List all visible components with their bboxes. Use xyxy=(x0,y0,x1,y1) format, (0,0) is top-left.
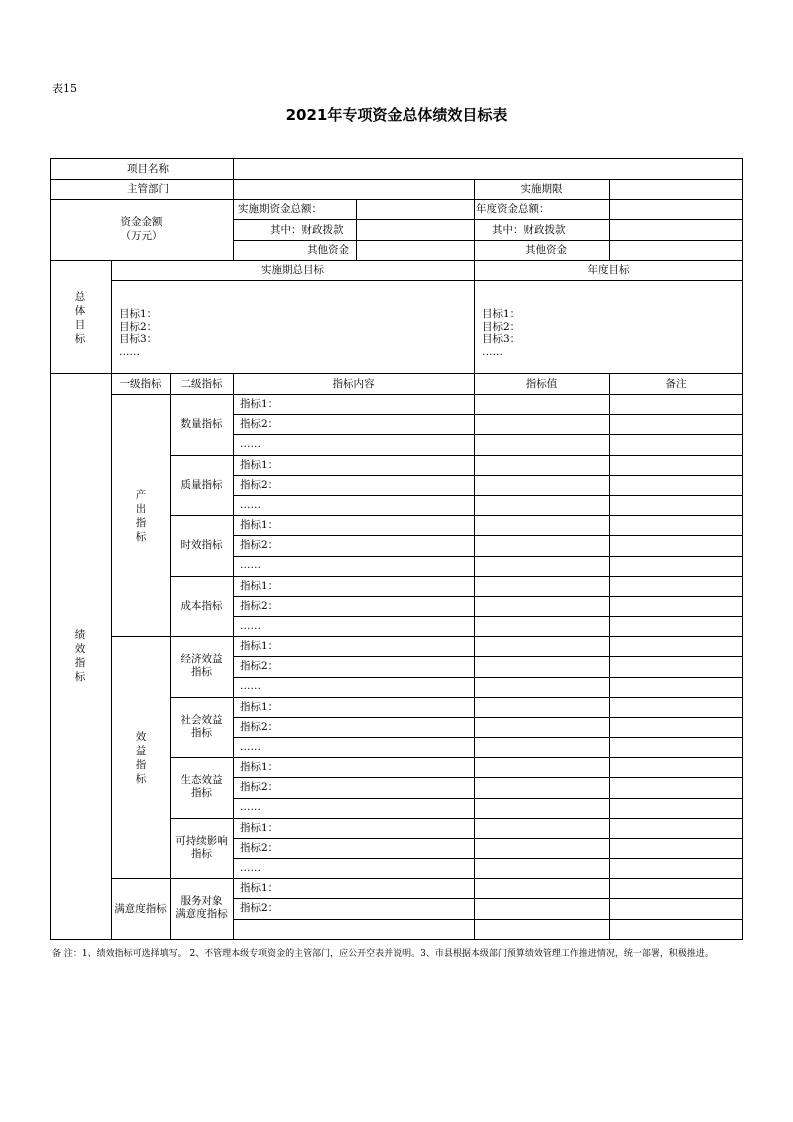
indicator-item: 指标2： xyxy=(240,781,279,794)
indicator-item: 指标1： xyxy=(240,882,279,894)
annual-goal-header: 年度目标 xyxy=(587,264,630,276)
level2-label: 成本指标 xyxy=(180,599,223,612)
period-goal-item: …… xyxy=(119,345,140,358)
annual-total-label: 年度资金总额： xyxy=(476,203,550,215)
level1-benefit: 效 益 指 标 xyxy=(135,731,147,785)
period-goal-header: 实施期总目标 xyxy=(261,264,324,276)
indicator-item: …… xyxy=(240,741,261,754)
indicator-item: 指标2： xyxy=(240,660,279,673)
indicator-item: 指标2： xyxy=(240,902,279,915)
level2-label: 服务对象 满意度指标 xyxy=(175,895,228,921)
indicator-item: 指标2： xyxy=(240,418,279,431)
indicator-item: 指标1： xyxy=(240,398,279,410)
indicator-item: 指标1： xyxy=(240,822,279,834)
indicator-item: 指标1： xyxy=(240,761,279,773)
annual-goal-item: …… xyxy=(482,345,503,358)
table-number: 表15 xyxy=(52,82,77,95)
annual-other-label: 其他资金 xyxy=(525,244,567,256)
period-total-label: 实施期资金总额： xyxy=(238,203,322,215)
indicator-item: …… xyxy=(240,801,261,814)
indicator-item: …… xyxy=(240,559,261,572)
indicator-item: …… xyxy=(240,499,261,512)
indicators-label: 绩 效 指 标 xyxy=(74,629,86,683)
period-goal-item: 目标2： xyxy=(119,320,158,333)
annual-goal-list xyxy=(482,308,520,358)
fund-amount-label: 资金金额 xyxy=(120,216,163,228)
level2-label: 经济效益 指标 xyxy=(180,653,223,679)
indicator-item: 指标2： xyxy=(240,479,279,492)
indicator-item: 指标1： xyxy=(240,459,279,471)
project-name-label: 项目名称 xyxy=(127,163,169,175)
indicator-item: 指标2： xyxy=(240,842,279,855)
indicator-item: 指标1： xyxy=(240,580,279,592)
period-fiscal-label: 其中：财政拨款 xyxy=(270,224,344,236)
annual-fiscal-label: 其中：财政拨款 xyxy=(492,224,566,236)
level2-label: 社会效益 指标 xyxy=(180,714,223,740)
level2-label: 质量指标 xyxy=(180,478,223,491)
annual-goal-item: 目标1： xyxy=(482,308,521,320)
period-goal-list xyxy=(119,308,157,358)
indicator-item: 指标2： xyxy=(240,539,279,552)
header-content: 指标内容 xyxy=(332,378,375,390)
annual-goal-item: 目标3： xyxy=(482,333,521,345)
period-other-label: 其他资金 xyxy=(307,244,349,256)
indicator-item: 指标2： xyxy=(240,600,279,613)
indicator-item: …… xyxy=(240,862,261,875)
level2-label: 时效指标 xyxy=(180,538,223,551)
header-remark: 备注 xyxy=(665,378,687,390)
indicator-item: …… xyxy=(240,620,261,633)
indicator-item: 指标2： xyxy=(240,721,279,734)
department-label: 主管部门 xyxy=(127,183,169,195)
period-goal-item: 目标3： xyxy=(119,333,158,345)
level2-label: 生态效益 指标 xyxy=(180,774,223,800)
period-goal-item: 目标1： xyxy=(119,308,158,320)
page-title: 2021年专项资金总体绩效目标表 xyxy=(285,106,508,124)
indicator-item: 指标1： xyxy=(240,701,279,713)
indicator-item: …… xyxy=(240,438,261,451)
header-level1: 一级指标 xyxy=(119,378,162,390)
indicator-item: 指标1： xyxy=(240,640,279,652)
annual-goal-item: 目标2： xyxy=(482,320,521,333)
indicator-item: …… xyxy=(240,680,261,693)
indicator-item: 指标1： xyxy=(240,519,279,531)
period-label: 实施期限 xyxy=(520,183,563,195)
level1-satisfaction: 满意度指标 xyxy=(114,903,167,915)
header-value: 指标值 xyxy=(525,378,558,390)
fund-unit-label: （万元） xyxy=(120,230,163,242)
footnote: 备 注：1、绩效指标可选择填写。 2、不管理本级专项资金的主管部门，应公开空表并说明。3、市县根据本级部门预算绩效管理工作推进情况，统一部署，积极推进。 xyxy=(52,949,714,959)
goals-label: 总 体 目 标 xyxy=(74,291,86,345)
level2-label: 可持续影响 指标 xyxy=(175,835,228,861)
level1-output: 产 出 指 标 xyxy=(135,489,147,543)
header-level2: 二级指标 xyxy=(180,378,223,390)
level2-label: 数量指标 xyxy=(180,417,223,430)
